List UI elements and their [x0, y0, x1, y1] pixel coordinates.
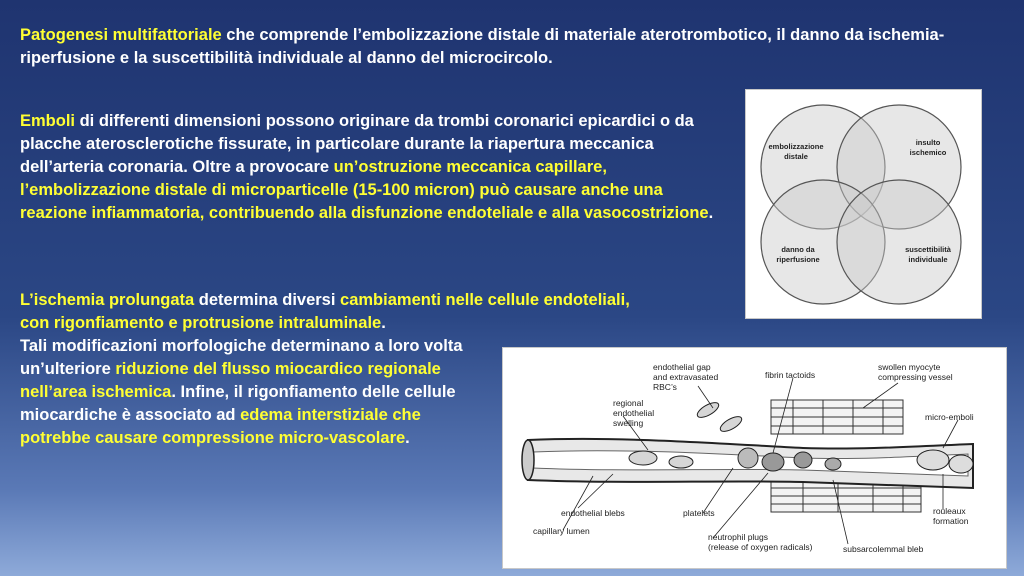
label-swollen-2: compressing vessel: [878, 372, 953, 382]
paragraph-emboli: [20, 110, 720, 225]
label-endothelial-gap-2: and extravasated: [653, 372, 719, 382]
venn-label-embolizzazione-1: embolizzazione: [768, 142, 824, 151]
label-rouleaux-2: formation: [933, 516, 969, 526]
label-platelets: platelets: [683, 508, 715, 518]
paragraph-patogenesi: [20, 24, 1010, 70]
venn-label-suscettibilita-1: suscettibilità: [905, 245, 951, 254]
label-endothelial-gap-1: endothelial gap: [653, 362, 711, 372]
venn-svg: [746, 90, 981, 318]
venn-label-insulto-1: insulto: [915, 138, 941, 147]
venn-label-insulto-2: ischemico: [909, 148, 947, 157]
microvascular-diagram: [502, 347, 1007, 569]
label-neutrophil-1: neutrophil plugs: [708, 532, 769, 542]
highlight-emboli: Emboli: [20, 112, 76, 130]
label-rouleaux-1: rouleaux: [933, 506, 966, 516]
text-emboli-end: .: [708, 204, 714, 222]
venn-label-danno-1: danno da: [781, 245, 815, 254]
text-ischemia: determina diversi: [194, 291, 341, 309]
highlight-cambiamenti: cambiamenti nelle cellule endoteliali, con rigonfiamento e protrusione intraluminale: [20, 291, 630, 332]
highlight-ostruzione: un’ostruzione meccanica capillare, l’embolizzazione distale di microparticelle (15-100 micron) può causare anche una reazione infiammatoria, contribuendo alla disfunzione endoteliale e alla vasocostrizione: [20, 158, 709, 222]
text-modificazioni-end: .: [405, 429, 410, 447]
text-infine: . Infine, il rigonfiamento delle cellule miocardiche è associato ad: [20, 383, 456, 424]
label-regional-3: swelling: [613, 418, 644, 428]
venn-label-suscettibilita-2: individuale: [908, 255, 948, 264]
venn-diagram: [745, 89, 982, 319]
highlight-patogenesi: Patogenesi multifattoriale: [20, 26, 222, 44]
text-ischemia-end: .: [381, 314, 386, 332]
venn-label-embolizzazione-2: distale: [784, 152, 808, 161]
highlight-ischemia: L’ischemia prolungata: [20, 291, 195, 309]
text-patogenesi: che comprende l’embolizzazione distale di materiale aterotrombotico, il danno da ischemia-riperfusione e la suscettibilità individuale al danno del microcircolo.: [20, 26, 945, 67]
venn-circle-suscettibilita: [837, 180, 961, 304]
label-fibrin: fibrin tactoids: [765, 370, 816, 380]
label-micro-emboli: micro-emboli: [925, 412, 974, 422]
label-neutrophil-2: (release of oxygen radicals): [708, 542, 813, 552]
venn-label-danno-2: riperfusione: [776, 255, 820, 264]
microvascular-svg: [503, 348, 1006, 568]
highlight-edema: edema interstiziale che potrebbe causare compressione micro-vascolare: [20, 406, 421, 447]
highlight-riduzione-flusso: riduzione del flusso miocardico regionale nell’area ischemica: [20, 360, 441, 401]
paragraph-ischemia: [20, 289, 640, 335]
paragraph-modificazioni: [20, 335, 490, 450]
label-regional-1: regional: [613, 398, 644, 408]
label-subsarcolemmal: subsarcolemmal bleb: [843, 544, 924, 554]
label-swollen-1: swollen myocyte: [878, 362, 941, 372]
text-modificazioni: Tali modificazioni morfologiche determinano a loro volta un’ulteriore: [20, 337, 463, 378]
label-capillary: capillary lumen: [533, 526, 590, 536]
label-blebs: endothelial blebs: [561, 508, 625, 518]
label-endothelial-gap-3: RBC’s: [653, 382, 677, 392]
label-regional-2: endothelial: [613, 408, 655, 418]
text-emboli: di differenti dimensioni possono originare da trombi coronarici epicardici o da placche aterosclerotiche fissurate, in particolare durante la riapertura meccanica dell’arteria coronaria. Oltre a provocare: [20, 112, 694, 176]
